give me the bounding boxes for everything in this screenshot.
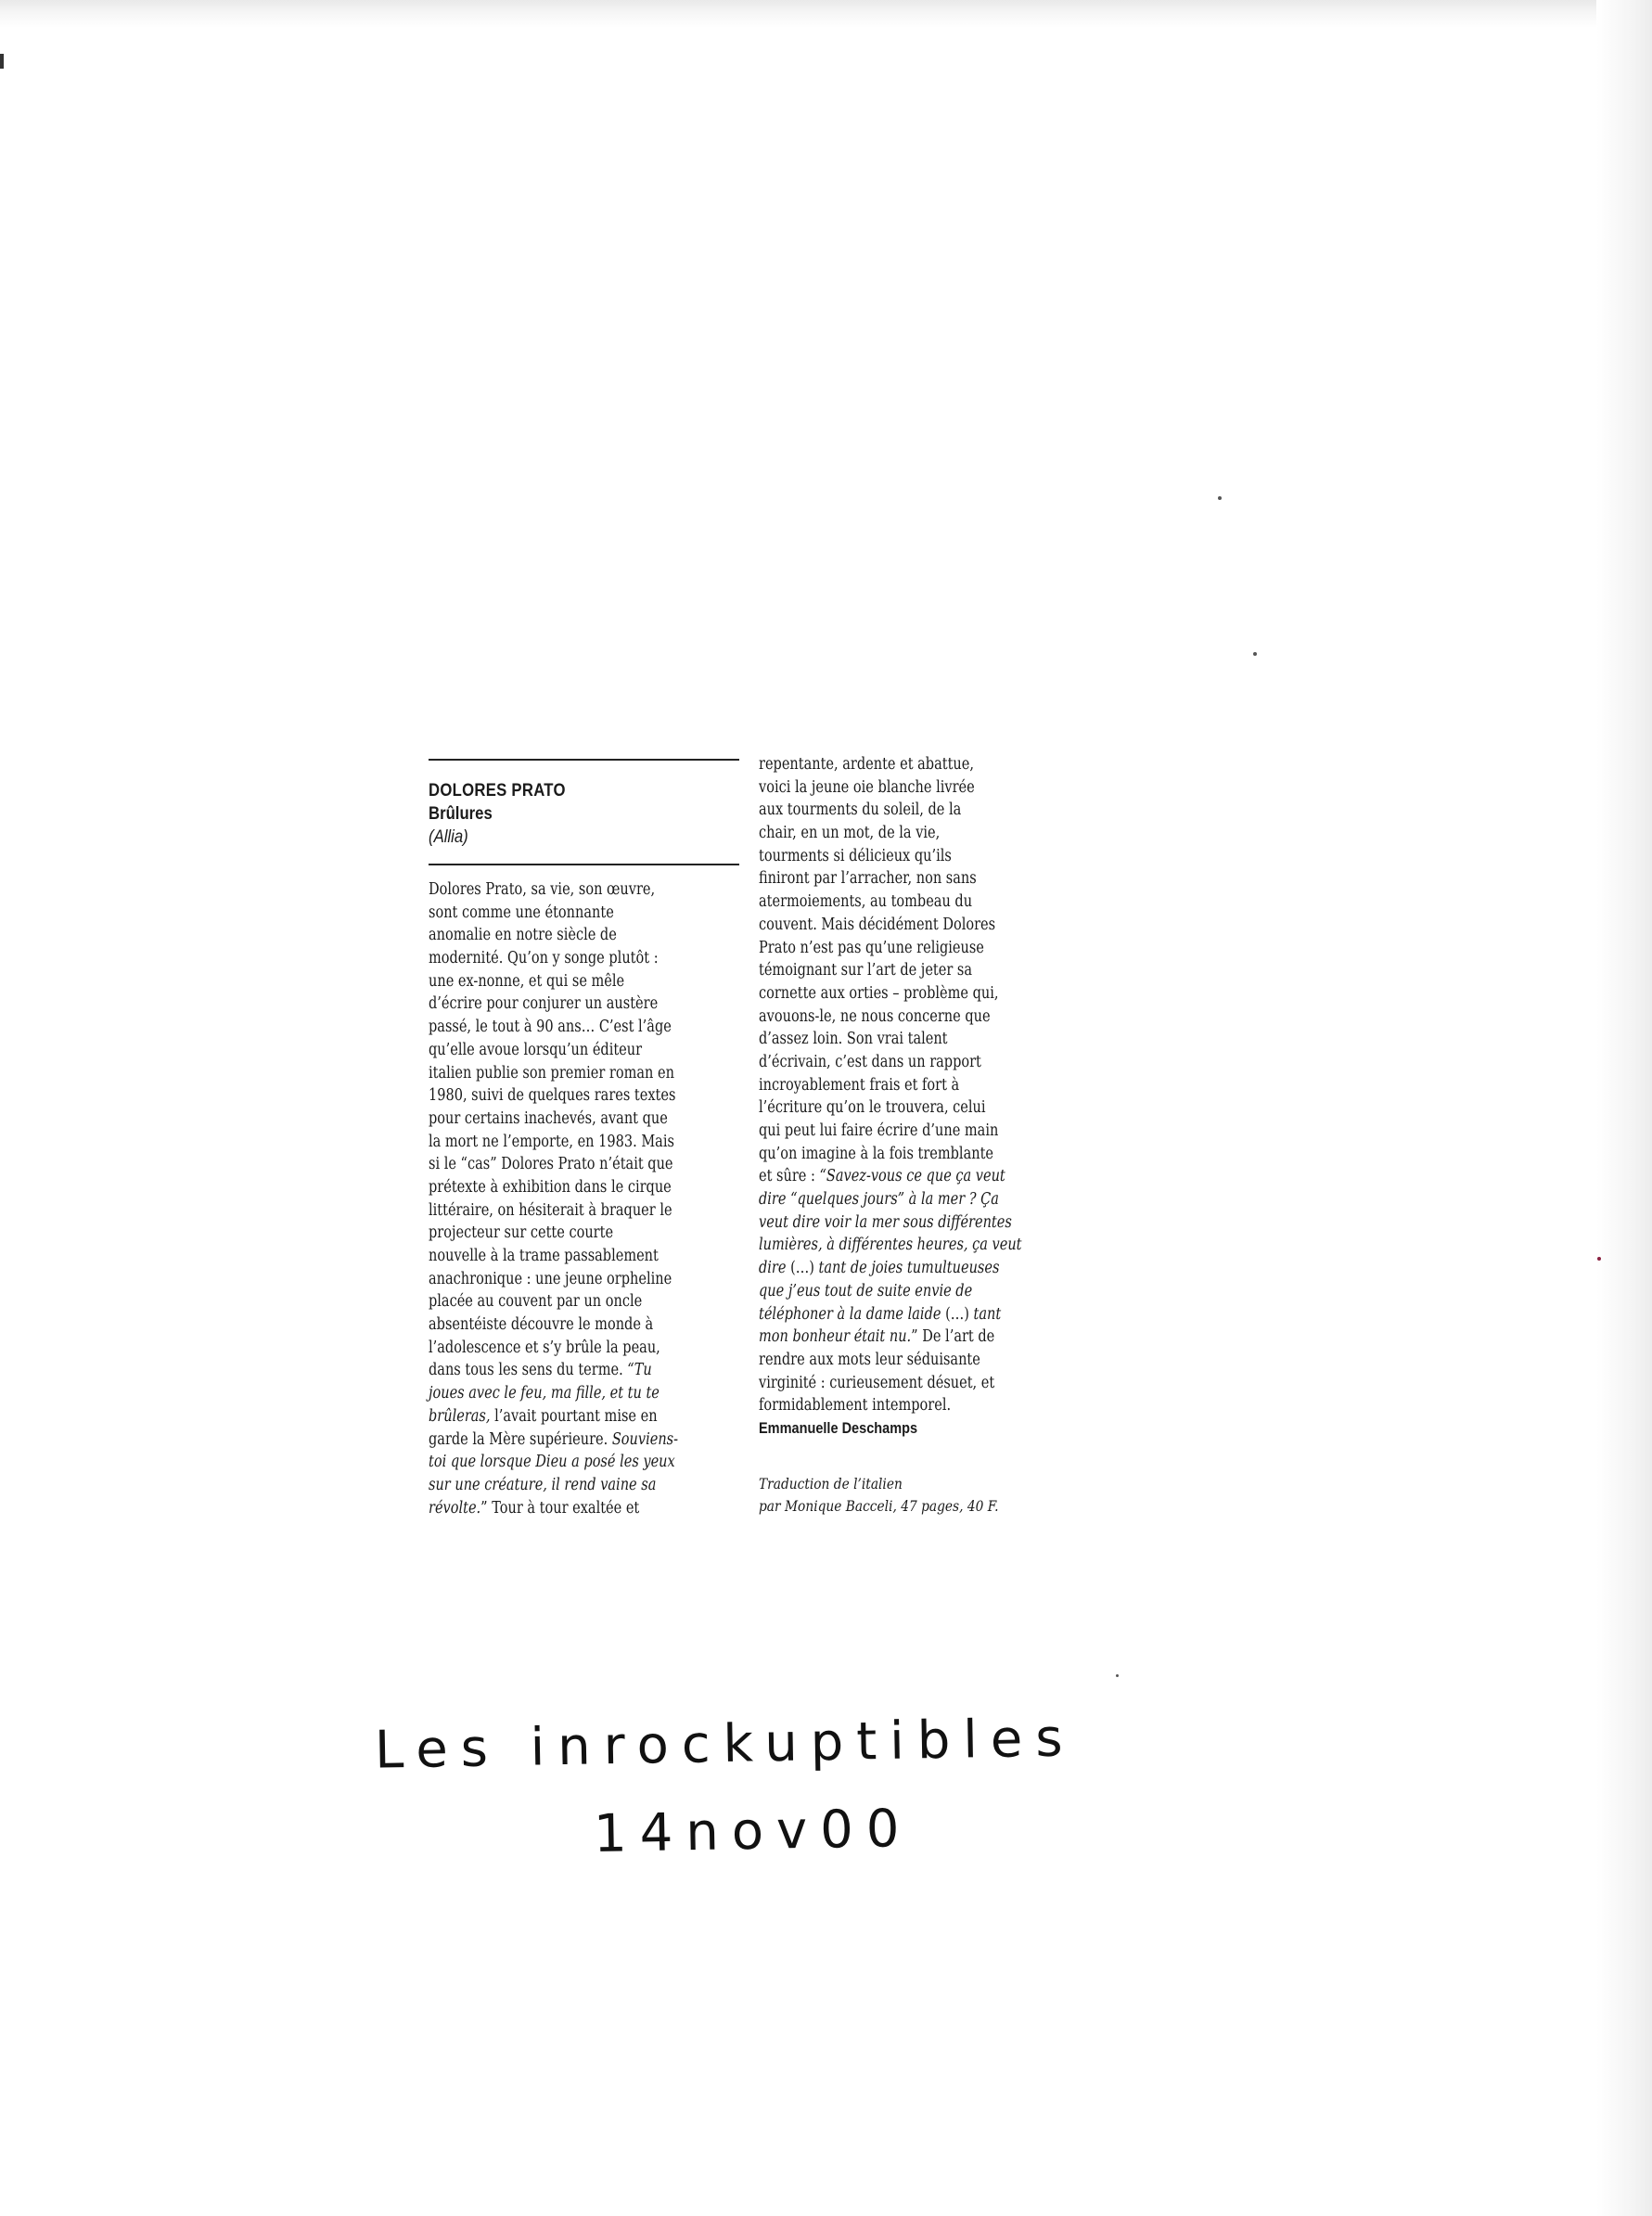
article-text-line	[759, 867, 1019, 890]
article-text-line	[759, 1303, 1019, 1326]
body-text: voici la jeune oie blanche livrée	[759, 777, 975, 797]
article-text-line	[429, 878, 689, 902]
article-text-line	[429, 1039, 689, 1062]
article-text-line	[759, 890, 1019, 914]
quote-text: dire	[759, 1259, 787, 1278]
article-text-line	[429, 1337, 689, 1360]
article-text-line	[759, 937, 1019, 960]
body-text: littéraire, on hésiterait à braquer le	[429, 1200, 672, 1220]
article-header	[429, 761, 739, 864]
translation-credit	[759, 1473, 1069, 1518]
quote-text: que j’eus tout de suite envie de	[759, 1281, 973, 1300]
scan-edge-mark	[0, 54, 4, 69]
article-text-line	[759, 914, 1019, 937]
article-text-line	[759, 1257, 1019, 1280]
article-text-line	[759, 845, 1019, 868]
body-text: placée au couvent par un oncle	[429, 1292, 643, 1312]
body-text: pour certains inachevés, avant que	[429, 1108, 668, 1128]
article-text-line	[429, 1382, 689, 1405]
article-text-line	[429, 947, 689, 970]
translation-line: Traduction de l’italien	[759, 1474, 903, 1492]
article-text-line	[429, 1290, 689, 1313]
body-text: incroyablement frais et fort à	[759, 1075, 960, 1095]
translation-line: par Monique Bacceli, 47 pages, 40 F.	[759, 1496, 999, 1515]
body-text: virginité : curieusement désuet, et	[759, 1373, 995, 1392]
body-text: 1980, suivi de quelques rares textes	[429, 1086, 676, 1106]
article-text-line	[759, 1234, 1022, 1257]
article-text-line	[759, 1326, 1019, 1349]
body-text: dans tous les sens du terme.	[429, 1361, 628, 1380]
article-text-line	[759, 1188, 1019, 1211]
article-text-line	[759, 982, 1019, 1006]
article-text-line	[759, 1120, 1019, 1143]
quote-text: sur une créature, il rend vaine sa	[429, 1475, 657, 1494]
article-text-line	[429, 1474, 689, 1497]
body-text: passé, le tout à 90 ans… C’est l’âge	[429, 1018, 672, 1037]
body-text: anomalie en notre siècle de	[429, 926, 617, 945]
article-body-right	[759, 753, 1069, 1417]
body-text: (…)	[941, 1304, 974, 1324]
body-text: qui peut lui faire écrire d’une main	[759, 1121, 999, 1140]
article-text-line	[759, 959, 1019, 982]
body-text: témoignant sur l’art de jeter sa	[759, 961, 972, 980]
body-text: d’assez loin. Son vrai talent	[759, 1030, 948, 1049]
article-text-line	[429, 1108, 689, 1131]
article-left-column	[429, 759, 739, 1519]
article-text-line	[759, 1280, 1019, 1303]
article-text-line	[429, 1199, 689, 1223]
article-text-line	[759, 1372, 1019, 1395]
article-text-line	[759, 1165, 1019, 1188]
article-text-line	[429, 1176, 689, 1199]
article-signature: Emmanuelle Deschamps	[759, 1419, 918, 1437]
quote-text: révolte.	[429, 1498, 481, 1518]
article-text-line	[429, 1313, 689, 1337]
article-text-line	[759, 1028, 1019, 1051]
scan-top-shadow	[0, 0, 1652, 28]
article-text-line	[429, 1428, 689, 1452]
article-text-line	[429, 1084, 689, 1108]
article-text-line	[759, 1006, 1019, 1029]
quote-text: dire “quelques jours” à la mer ? Ça	[759, 1190, 999, 1210]
body-text: formidablement intemporel.	[759, 1396, 952, 1415]
body-text: prétexte à exhibition dans le cirque	[429, 1177, 672, 1197]
body-text: chair, en un mot, de la vie,	[759, 824, 941, 843]
article-text-line	[759, 753, 1019, 776]
body-text: repentante, ardente et abattue,	[759, 755, 974, 774]
body-text: tourments si délicieux qu’ils	[759, 846, 952, 865]
quote-text: tant	[973, 1304, 1002, 1324]
body-text: atermoiements, au tombeau du	[759, 892, 973, 912]
handwritten-source: Les inrockuptibles	[374, 1708, 1077, 1781]
body-text: aux tourments du soleil, de la	[759, 801, 962, 820]
quote-text: Souviens-	[611, 1429, 679, 1449]
quote-text: lumières, à différentes heures, ça veut	[759, 1236, 1022, 1255]
body-text: Dolores Prato, sa vie, son œuvre,	[429, 880, 656, 899]
body-text: garde la Mère supérieure.	[429, 1429, 612, 1449]
quote-text: téléphoner à la dame laide	[759, 1304, 941, 1324]
article-text-line	[759, 1051, 1019, 1074]
article-text-line	[759, 1074, 1019, 1097]
article-text-line	[759, 1349, 1019, 1372]
article-text-line	[429, 1268, 689, 1291]
body-text: d’écrire pour conjurer un austère	[429, 994, 659, 1014]
quote-text: “Tu	[627, 1361, 652, 1380]
article-text-line	[429, 993, 689, 1016]
body-text: projecteur sur cette courte	[429, 1223, 614, 1243]
body-text: ” Tour à tour exaltée et	[480, 1498, 640, 1518]
body-text: sont comme une étonnante	[429, 903, 614, 922]
body-text: modernité. Qu’on y songe plutôt :	[429, 949, 659, 968]
article-text-line	[429, 924, 689, 947]
article-text-line	[429, 1153, 689, 1176]
article-text-line	[429, 1359, 689, 1382]
article-text-line	[429, 902, 689, 925]
quote-text: brûleras,	[429, 1406, 491, 1426]
scan-right-shadow	[1596, 0, 1652, 2216]
article-text-line	[429, 1405, 689, 1428]
article-text-line	[429, 1451, 689, 1474]
body-text: l’avait pourtant mise en	[490, 1406, 658, 1426]
body-text: qu’elle avoue lorsqu’un éditeur	[429, 1040, 643, 1059]
article-text-line	[759, 1143, 1019, 1166]
quote-text: veut dire voir la mer sous différentes	[759, 1212, 1012, 1232]
scan-speck	[1597, 1257, 1601, 1261]
scan-speck	[1218, 496, 1222, 500]
quote-text: “Savez-vous ce que ça veut	[819, 1167, 1005, 1186]
article-text-line	[429, 1131, 689, 1154]
quote-text: tant de joies tumultueuses	[818, 1259, 1000, 1278]
book-publisher: (Allia)	[429, 827, 468, 847]
handwritten-date: 14nov00	[593, 1799, 913, 1864]
quote-text: joues avec le feu, ma fille, et tu te	[429, 1384, 660, 1403]
article-text-line	[759, 799, 1019, 822]
body-text: une ex-nonne, et qui se mêle	[429, 971, 625, 991]
body-text: nouvelle à la trame passablement	[429, 1247, 659, 1265]
body-text: Prato n’est pas qu’une religieuse	[759, 938, 984, 957]
article-text-line	[429, 1016, 689, 1039]
article-text-line	[759, 1096, 1019, 1120]
body-text: avouons-le, ne nous concerne que	[759, 1006, 991, 1026]
article-text-line	[429, 1245, 689, 1268]
article-text-line	[759, 1394, 1019, 1417]
article-body-left	[429, 865, 739, 1519]
scan-speck	[1253, 652, 1257, 656]
body-text: finiront par l’arracher, non sans	[759, 869, 977, 889]
body-text: italien publie son premier roman en	[429, 1063, 674, 1082]
body-text: anachronique : une jeune orpheline	[429, 1269, 672, 1288]
article-text-line	[429, 970, 689, 993]
body-text: rendre aux mots leur séduisante	[759, 1350, 980, 1369]
body-text: d’écrivain, c’est dans un rapport	[759, 1052, 981, 1071]
article-text-line	[429, 1222, 689, 1245]
body-text: l’écriture qu’on le trouvera, celui	[759, 1098, 986, 1118]
article-text-line	[429, 1497, 689, 1520]
body-text: absentéiste découvre le monde à	[429, 1315, 654, 1335]
body-text: cornette aux orties – problème qui,	[759, 983, 999, 1003]
article-text-line	[759, 1211, 1019, 1235]
article-text-line	[429, 1062, 689, 1085]
body-text: ” De l’art de	[911, 1327, 995, 1347]
body-text: et sûre :	[759, 1167, 820, 1186]
quote-text: mon bonheur était nu.	[759, 1327, 912, 1347]
book-title: Brûlures	[429, 804, 493, 824]
scan-speck	[1116, 1674, 1119, 1677]
quote-text: toi que lorsque Dieu a posé les yeux	[429, 1453, 675, 1472]
body-text: (…)	[786, 1259, 819, 1278]
body-text: l’adolescence et s’y brûle la peau,	[429, 1338, 660, 1357]
article-text-line	[759, 776, 1019, 800]
body-text: si le “cas” Dolores Prato n’était que	[429, 1155, 673, 1174]
body-text: couvent. Mais décidément Dolores	[759, 915, 996, 934]
body-text: la mort ne l’emporte, en 1983. Mais	[429, 1132, 674, 1151]
article-author: DOLORES PRATO	[429, 781, 566, 801]
article-text-line	[759, 822, 1019, 845]
article-right-column	[759, 755, 1069, 1518]
body-text: qu’on imagine à la fois tremblante	[759, 1144, 994, 1163]
